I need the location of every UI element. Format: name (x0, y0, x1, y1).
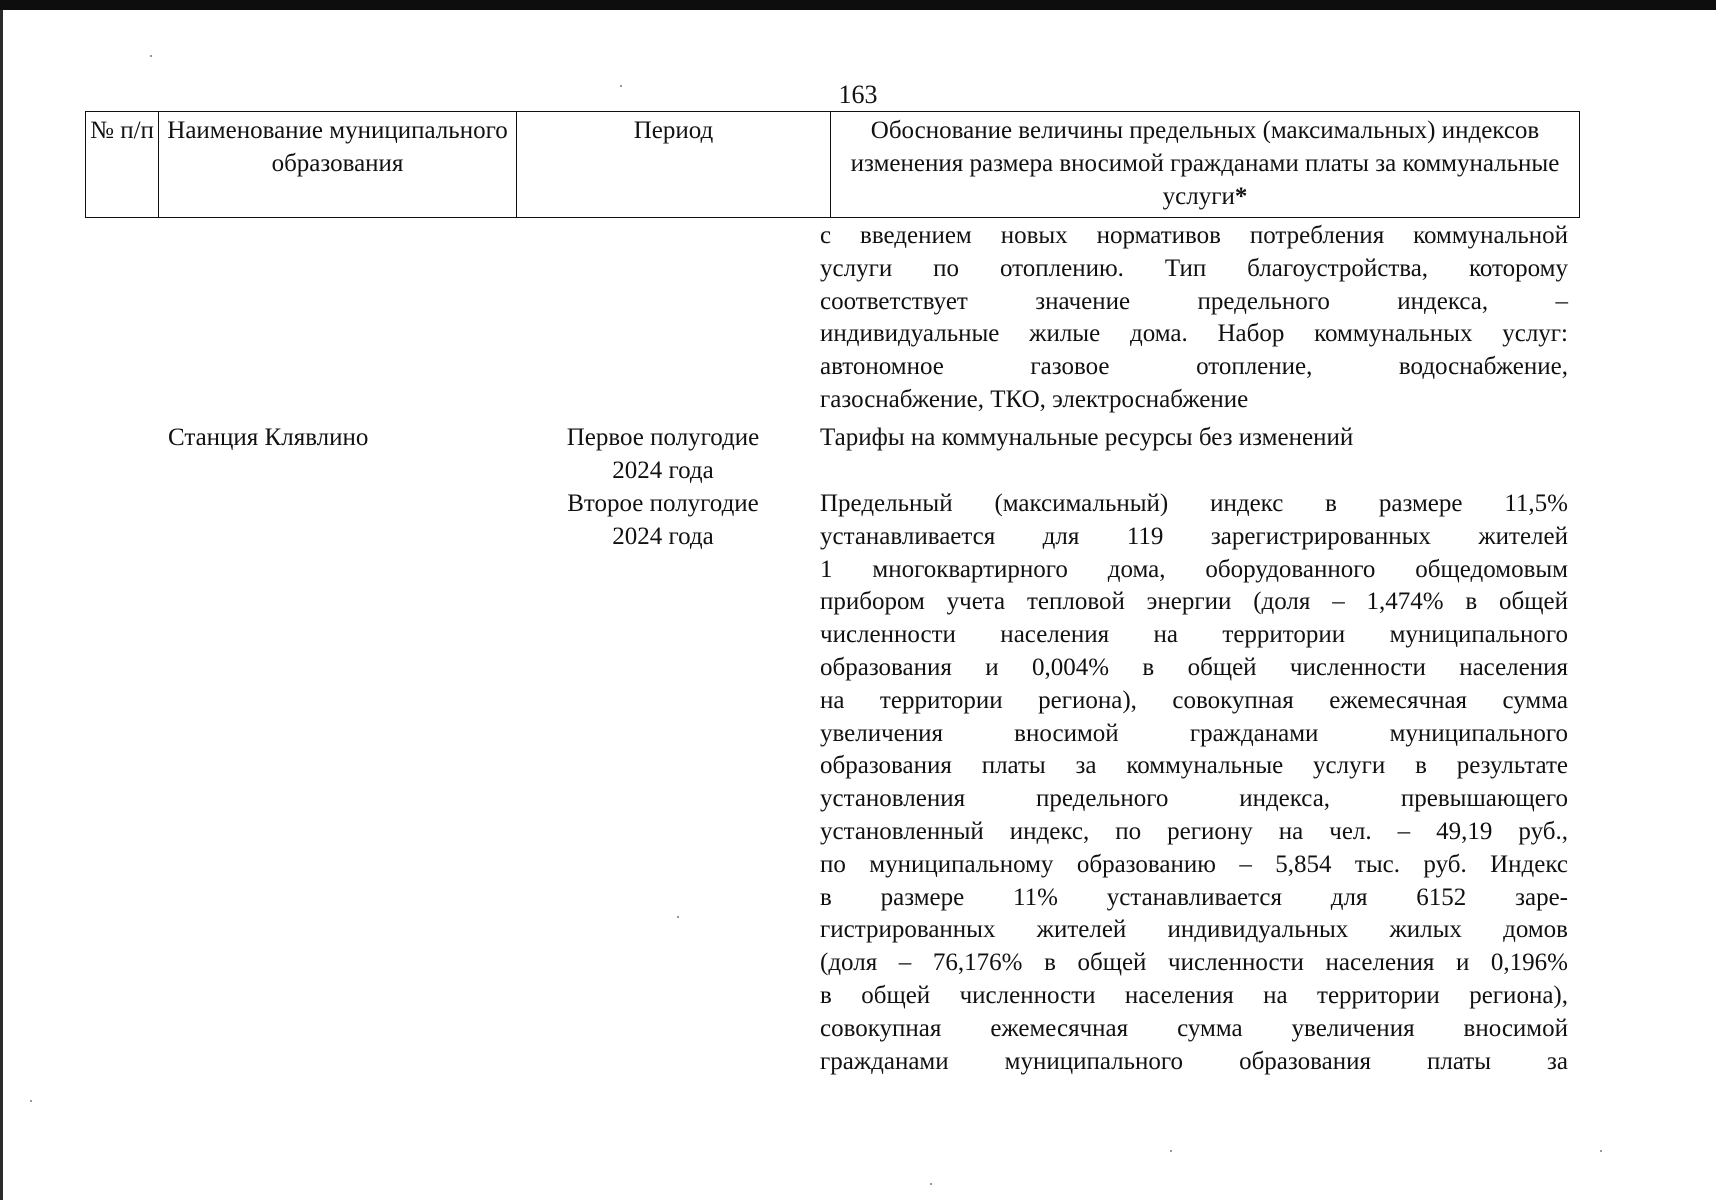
justification-line: Предельный (максимальный) индекс в размере 11,5% (820, 490, 1568, 517)
header-col-period (517, 112, 831, 218)
justification-line: прибором учета тепловой энергии (доля – 1,474% в общей (820, 588, 1568, 616)
continuation-line: автономное газовое отопление, водоснабжение, (820, 353, 1568, 381)
justification-line: установления предельного индекса, превышающего (820, 785, 1568, 813)
justification-line: гражданами муниципального образования платы за (820, 1047, 1568, 1075)
municipality-name: Станция Клявлино (168, 424, 369, 451)
justification-line: увеличения вносимой гражданами муниципального (820, 719, 1568, 747)
header-col-name (159, 112, 517, 218)
period-second-half (533, 488, 793, 554)
header-col-justification-text: Обоснование величины предельных (максимальных) индексов изменения размера вносимой гражданами платы за коммунальные услуги (850, 117, 1560, 210)
scan-speck (30, 1100, 32, 1102)
justification-line: по муниципальному образованию – 5,854 тыс. руб. Индекс (820, 850, 1568, 878)
justification-line: гистрированных жителей индивидуальных жилых домов (820, 916, 1568, 944)
continuation-line: газоснабжение, ТКО, электроснабжение (820, 385, 1249, 413)
header-col-number (86, 112, 159, 218)
header-col-number-text: № п/п (90, 117, 154, 144)
continuation-line: услуги по отоплению. Тип благоустройства, которому (820, 254, 1568, 282)
header-col-name-text: Наименование муниципального образования (167, 117, 508, 177)
scan-speck (150, 55, 152, 57)
period-label: Второе полугодие (567, 490, 759, 517)
justification-line: в размере 11% устанавливается для 6152 заре- (820, 883, 1568, 911)
scan-speck (930, 1183, 932, 1185)
justification-line: установленный индекс, по региону на чел. – 49,19 руб., (820, 817, 1568, 845)
continuation-line: с введением новых нормативов потребления коммунальной (820, 222, 1568, 249)
period-first-half (533, 422, 793, 488)
header-col-justification (831, 112, 1580, 218)
scan-top-border (0, 0, 1716, 10)
continuation-text (820, 220, 1568, 417)
justification-line: (доля – 76,176% в общей численности населения и 0,196% (820, 949, 1568, 977)
scan-left-border (0, 10, 3, 1200)
continuation-line: индивидуальные жилые дома. Набор коммунальных услуг: (820, 320, 1568, 348)
scan-speck (620, 85, 622, 87)
justification-line: численности населения на территории муниципального (820, 621, 1568, 649)
scan-speck (677, 916, 679, 918)
justification-first-half (820, 422, 1568, 455)
table-header-row (86, 112, 1580, 218)
justification-line: Тарифы на коммунальные ресурсы без изменений (820, 424, 1354, 451)
justification-line: образования платы за коммунальные услуги в результате (820, 752, 1568, 780)
justification-line: совокупная ежемесячная сумма увеличения вносимой (820, 1014, 1568, 1042)
period-year: 2024 года (612, 522, 714, 550)
scan-speck (1600, 1150, 1602, 1152)
justification-line: устанавливается для 119 зарегистрированных жителей (820, 522, 1568, 550)
justification-line: в общей численности населения на территории региона), (820, 981, 1568, 1009)
justification-line: образования и 0,004% в общей численности населения (820, 653, 1568, 681)
page-number: 163 (838, 80, 878, 109)
header-col-period-text: Период (633, 117, 714, 144)
scan-speck (1170, 1150, 1172, 1152)
justification-line: на территории региона), совокупная ежемесячная сумма (820, 686, 1568, 714)
period-year: 2024 года (612, 456, 714, 484)
continuation-line: соответствует значение предельного индекса, – (820, 287, 1568, 315)
table-header (85, 111, 1580, 218)
header-footnote-mark: * (1234, 183, 1248, 210)
period-label: Первое полугодие (566, 424, 760, 451)
justification-line: 1 многоквартирного дома, оборудованного общедомовым (820, 555, 1568, 583)
justification-second-half (820, 488, 1568, 1078)
